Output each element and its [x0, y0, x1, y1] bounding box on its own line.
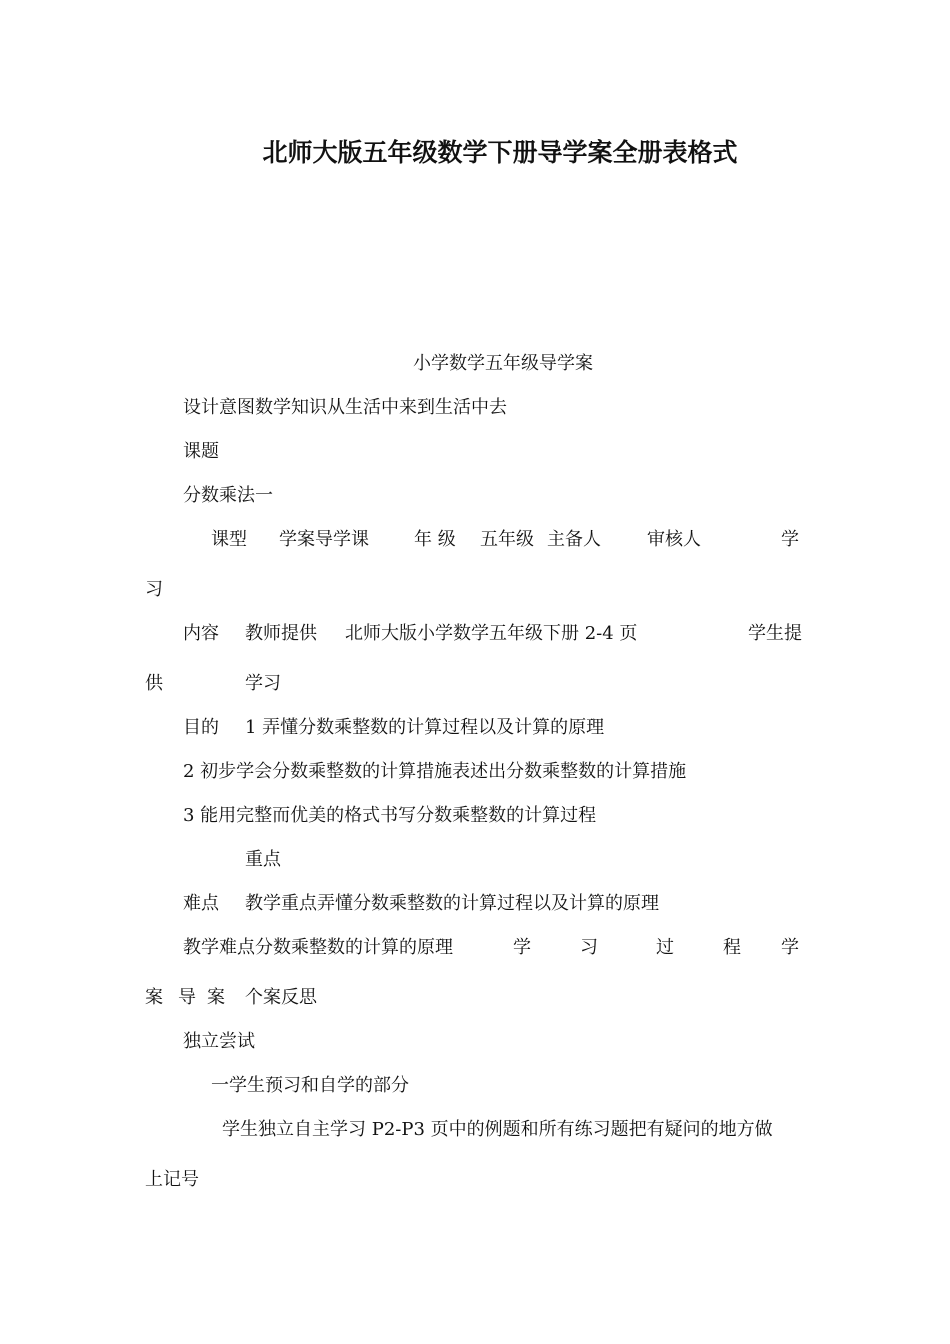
topic-value: 分数乘法一 — [183, 485, 273, 506]
process-char-6: 案 — [145, 987, 163, 1008]
topic-label: 课题 — [183, 441, 219, 462]
reviewer-label: 审核人 — [647, 529, 701, 550]
grade-label: 年 级 — [414, 529, 456, 550]
part1-text-line2: 上记号 — [145, 1169, 199, 1190]
type-value: 学案导学课 — [279, 529, 369, 550]
type-label: 课型 — [211, 529, 247, 550]
process-char-2: 习 — [580, 937, 598, 958]
study-char-1: 学 — [781, 529, 799, 550]
goal-item-1: 1 弄懂分数乘整数的计算过程以及计算的原理 — [245, 717, 605, 738]
study-label: 学习 — [245, 673, 281, 694]
part1-text-line1: 学生独立自主学习 P2-P3 页中的例题和所有练习题把有疑问的地方做 — [222, 1119, 773, 1140]
key-points-label-bottom: 难点 — [183, 893, 219, 914]
process-char-7: 导 — [178, 987, 196, 1008]
goals-label: 目的 — [183, 717, 219, 738]
goal-item-2: 2 初步学会分数乘整数的计算措施表述出分数乘整数的计算措施 — [183, 761, 687, 782]
reflection-label: 个案反思 — [245, 987, 317, 1008]
process-char-5: 学 — [781, 937, 799, 958]
design-intent: 设计意图数学知识从生活中来到生活中去 — [183, 397, 507, 418]
key-point-text: 教学重点弄懂分数乘整数的计算过程以及计算的原理 — [245, 893, 659, 914]
process-char-1: 学 — [513, 937, 531, 958]
teacher-label: 教师提供 — [245, 623, 317, 644]
part1-title: 一学生预习和自学的部分 — [211, 1075, 409, 1096]
goal-item-3: 3 能用完整而优美的格式书写分数乘整数的计算过程 — [183, 805, 597, 826]
process-char-4: 程 — [723, 937, 741, 958]
study-char-2: 习 — [145, 579, 163, 600]
document-title: 北师大版五年级数学下册导学案全册表格式 — [262, 138, 738, 167]
independent-label: 独立尝试 — [183, 1031, 255, 1052]
key-points-label-top: 重点 — [245, 849, 281, 870]
teacher-value: 北师大版小学数学五年级下册 2-4 页 — [345, 623, 638, 644]
process-char-3: 过 — [656, 937, 674, 958]
grade-value: 五年级 — [480, 529, 534, 550]
student-label-1: 学生提 — [748, 623, 802, 644]
student-label-2: 供 — [145, 673, 163, 694]
process-char-8: 案 — [207, 987, 225, 1008]
difficult-point-text: 教学难点分数乘整数的计算的原理 — [183, 937, 453, 958]
subtitle: 小学数学五年级导学案 — [413, 353, 593, 374]
host-label: 主备人 — [547, 529, 601, 550]
content-label: 内容 — [183, 623, 219, 644]
